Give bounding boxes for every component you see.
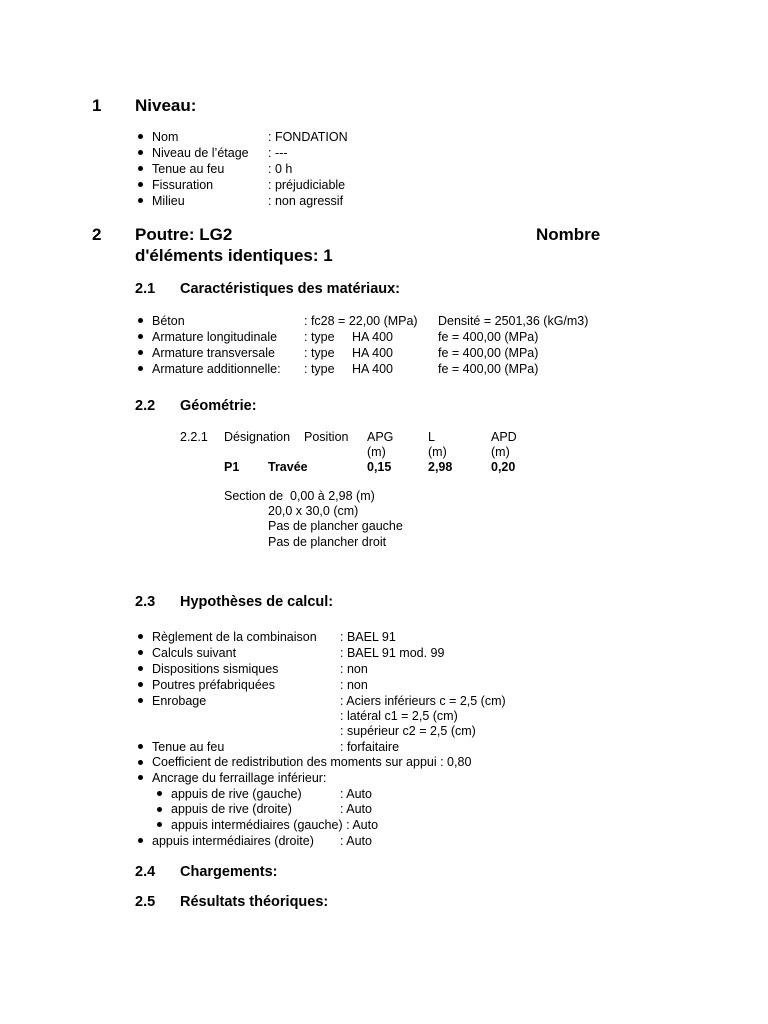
- bullet: [138, 760, 143, 765]
- subsection-number: 2.3: [135, 594, 156, 610]
- table-cell: 0,15: [367, 460, 392, 474]
- material-value: : fc28 = 22,00 (MPa): [304, 314, 418, 328]
- section-number: 1: [92, 96, 102, 115]
- material-label: Armature longitudinale: [152, 330, 278, 344]
- list-label: Calculs suivant: [152, 646, 237, 660]
- column-header-apd: APD: [491, 430, 517, 444]
- list-label: appuis de rive (gauche): [171, 787, 302, 801]
- floor-left: Pas de plancher gauche: [268, 519, 403, 533]
- list-label: appuis intermédiaires (droite): [152, 834, 314, 848]
- subsection-title: Caractéristiques des matériaux:: [180, 281, 401, 297]
- floor-right: Pas de plancher droit: [268, 535, 387, 549]
- list-value: : non: [340, 662, 368, 676]
- table-cell: 0,20: [491, 460, 516, 474]
- bullet: [138, 682, 143, 687]
- list-value: : forfaitaire: [340, 740, 400, 754]
- list-value: : non: [340, 678, 368, 692]
- list-label: Milieu: [152, 194, 185, 208]
- subsection-number: 2.1: [135, 281, 156, 297]
- subsection-title: Chargements:: [180, 864, 278, 880]
- list-label: Niveau de l’étage: [152, 146, 249, 160]
- list-value: : Aciers inférieurs c = 2,5 (cm): [340, 694, 506, 708]
- list-label: Nom: [152, 130, 179, 144]
- material-type: : type: [304, 346, 335, 360]
- list-label: Enrobage: [152, 694, 207, 708]
- bullet: [138, 744, 143, 749]
- cover-lateral: : latéral c1 = 2,5 (cm): [340, 709, 458, 723]
- section-dimensions: 20,0 x 30,0 (cm): [268, 504, 359, 518]
- section-title: Niveau:: [135, 96, 197, 115]
- subsection-number: 2.4: [135, 864, 156, 880]
- bullet: [138, 318, 143, 323]
- table-cell: Travée: [268, 460, 308, 474]
- column-unit: (m): [367, 445, 386, 459]
- subsection-title: Géométrie:: [180, 398, 257, 414]
- list-label: appuis de rive (droite): [171, 802, 292, 816]
- material-type: : type: [304, 362, 335, 376]
- bullet: [138, 666, 143, 671]
- list-value: : BAEL 91: [340, 630, 396, 644]
- beam-title-count-label: Nombre: [536, 225, 601, 244]
- list-label: Tenue au feu: [152, 740, 225, 754]
- bullet: [138, 150, 143, 155]
- bullet: [138, 838, 143, 843]
- section-range: 0,00 à 2,98 (m): [290, 489, 375, 503]
- bullet: [138, 650, 143, 655]
- column-header-position: Position: [304, 430, 349, 444]
- list-value: : BAEL 91 mod. 99: [340, 646, 445, 660]
- table-cell: P1: [224, 460, 240, 474]
- list-label: Dispositions sismiques: [152, 662, 279, 676]
- material-label: Béton: [152, 314, 185, 328]
- material-grade: HA 400: [352, 362, 394, 376]
- list-value: : Auto: [340, 802, 372, 816]
- list-value: : 0 h: [268, 162, 293, 176]
- column-header-l: L: [428, 430, 435, 444]
- subsubsection-number: 2.2.1: [180, 430, 208, 444]
- list-value: : FONDATION: [268, 130, 348, 144]
- column-unit: (m): [428, 445, 447, 459]
- subsection-number: 2.5: [135, 894, 156, 910]
- list-item: Ancrage du ferraillage inférieur:: [152, 771, 327, 785]
- list-item: appuis intermédiaires (gauche) : Auto: [171, 818, 379, 832]
- beam-title-count: d'éléments identiques: 1: [135, 246, 333, 265]
- column-header-apg: APG: [367, 430, 394, 444]
- list-item: Coefficient de redistribution des moments sur appui : 0,80: [152, 755, 472, 769]
- bullet: [138, 775, 143, 780]
- material-fe: fe = 400,00 (MPa): [438, 346, 539, 360]
- list-label: Poutres préfabriquées: [152, 678, 275, 692]
- bullet: [157, 791, 162, 796]
- material-density: Densité = 2501,36 (kG/m3): [438, 314, 589, 328]
- bullet: [138, 134, 143, 139]
- subsection-title: Hypothèses de calcul:: [180, 594, 334, 610]
- table-cell: 2,98: [428, 460, 453, 474]
- subsection-number: 2.2: [135, 398, 156, 414]
- bullet: [138, 198, 143, 203]
- list-value: : Auto: [340, 834, 372, 848]
- cover-top: : supérieur c2 = 2,5 (cm): [340, 724, 476, 738]
- list-value: : non agressif: [268, 194, 344, 208]
- bullet: [138, 166, 143, 171]
- bullet: [138, 634, 143, 639]
- bullet: [157, 822, 162, 827]
- section-label: Section de: [224, 489, 284, 503]
- list-value: : préjudiciable: [268, 178, 346, 192]
- bullet: [138, 334, 143, 339]
- bullet: [138, 350, 143, 355]
- bullet: [138, 182, 143, 187]
- material-fe: fe = 400,00 (MPa): [438, 362, 539, 376]
- column-header-designation: Désignation: [224, 430, 291, 444]
- material-grade: HA 400: [352, 330, 394, 344]
- list-label: Fissuration: [152, 178, 214, 192]
- section-number: 2: [92, 225, 102, 244]
- material-label: Armature transversale: [152, 346, 275, 360]
- column-unit: (m): [491, 445, 510, 459]
- beam-title: Poutre: LG2: [135, 225, 233, 244]
- list-label: Tenue au feu: [152, 162, 225, 176]
- bullet: [138, 698, 143, 703]
- bullet: [157, 807, 162, 812]
- list-label: Règlement de la combinaison: [152, 630, 317, 644]
- material-fe: fe = 400,00 (MPa): [438, 330, 539, 344]
- subsection-title: Résultats théoriques:: [180, 894, 329, 910]
- material-label: Armature additionnelle:: [152, 362, 281, 376]
- material-grade: HA 400: [352, 346, 394, 360]
- list-value: : ---: [268, 146, 288, 160]
- material-type: : type: [304, 330, 335, 344]
- bullet: [138, 366, 143, 371]
- list-value: : Auto: [340, 787, 372, 801]
